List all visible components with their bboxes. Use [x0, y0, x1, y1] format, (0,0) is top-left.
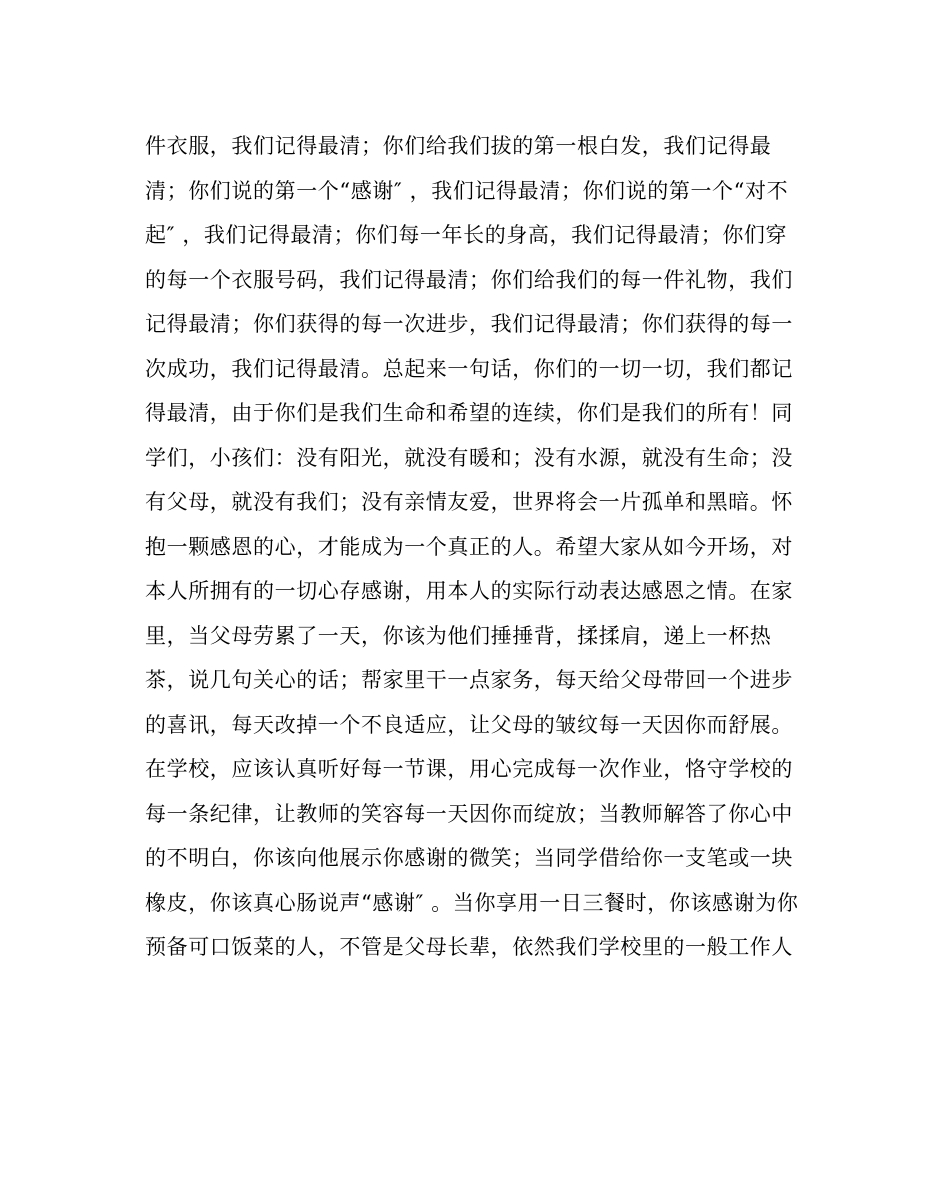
text-line: 的每一个衣服号码，我们记得最清；你们给我们的每一件礼物，我们	[145, 267, 793, 292]
text-line: 得最清，由于你们是我们生命和希望的连续，你们是我们的所有！同	[145, 401, 793, 425]
text-line: 件衣服，我们记得最清；你们给我们拔的第一根白发，我们记得最	[145, 134, 772, 158]
text-line: 里，当父母劳累了一天，你该为他们捶捶背，揉揉肩，递上一杯热	[145, 623, 772, 648]
text-line: 学们，小孩们：没有阳光，就没有暖和；没有水源，就没有生命；没	[145, 445, 793, 470]
text-line: 预备可口饭菜的人，不管是父母长辈，依然我们学校里的一般工作人	[145, 935, 793, 959]
text-line: 在学校，应该认真听好每一节课，用心完成每一次作业，恪守学校的	[145, 757, 793, 781]
text-line: 茶，说几句关心的话；帮家里干一点家务，每天给父母带回一个进步	[145, 668, 793, 692]
text-line: 的不明白，你该向他展示你感谢的微笑；当同学借给你一支笔或一块	[145, 846, 793, 870]
text-line: 每一条纪律，让教师的笑容每一天因你而绽放；当教师解答了你心中	[145, 801, 793, 826]
text-line: 本人所拥有的一切心存感谢，用本人的实际行动表达感恩之情。在家	[145, 579, 793, 603]
body-text	[145, 124, 815, 970]
text-line: 次成功，我们记得最清。总起来一句话，你们的一切一切，我们都记	[145, 356, 793, 381]
text-line: 记得最清；你们获得的每一次进步，我们记得最清；你们获得的每一	[145, 312, 793, 336]
text-line: 起″ ，我们记得最清；你们每一年长的身高，我们记得最清；你们穿	[145, 223, 788, 247]
text-line: 有父母，就没有我们；没有亲情友爱，世界将会一片孤单和黑暗。怀	[145, 490, 793, 514]
text-line: 抱一颗感恩的心，才能成为一个真正的人。希望大家从如今开场，对	[145, 534, 793, 559]
text-line: 的喜讯，每天改掉一个不良适应，让父母的皱纹每一天因你而舒展。	[145, 712, 793, 737]
text-line: 清；你们说的第一个“感谢″ ，我们记得最清；你们说的第一个“对不	[145, 178, 789, 203]
text-line: 橡皮，你该真心肠说声“感谢″ 。当你享用一日三餐时，你该感谢为你	[145, 890, 799, 915]
